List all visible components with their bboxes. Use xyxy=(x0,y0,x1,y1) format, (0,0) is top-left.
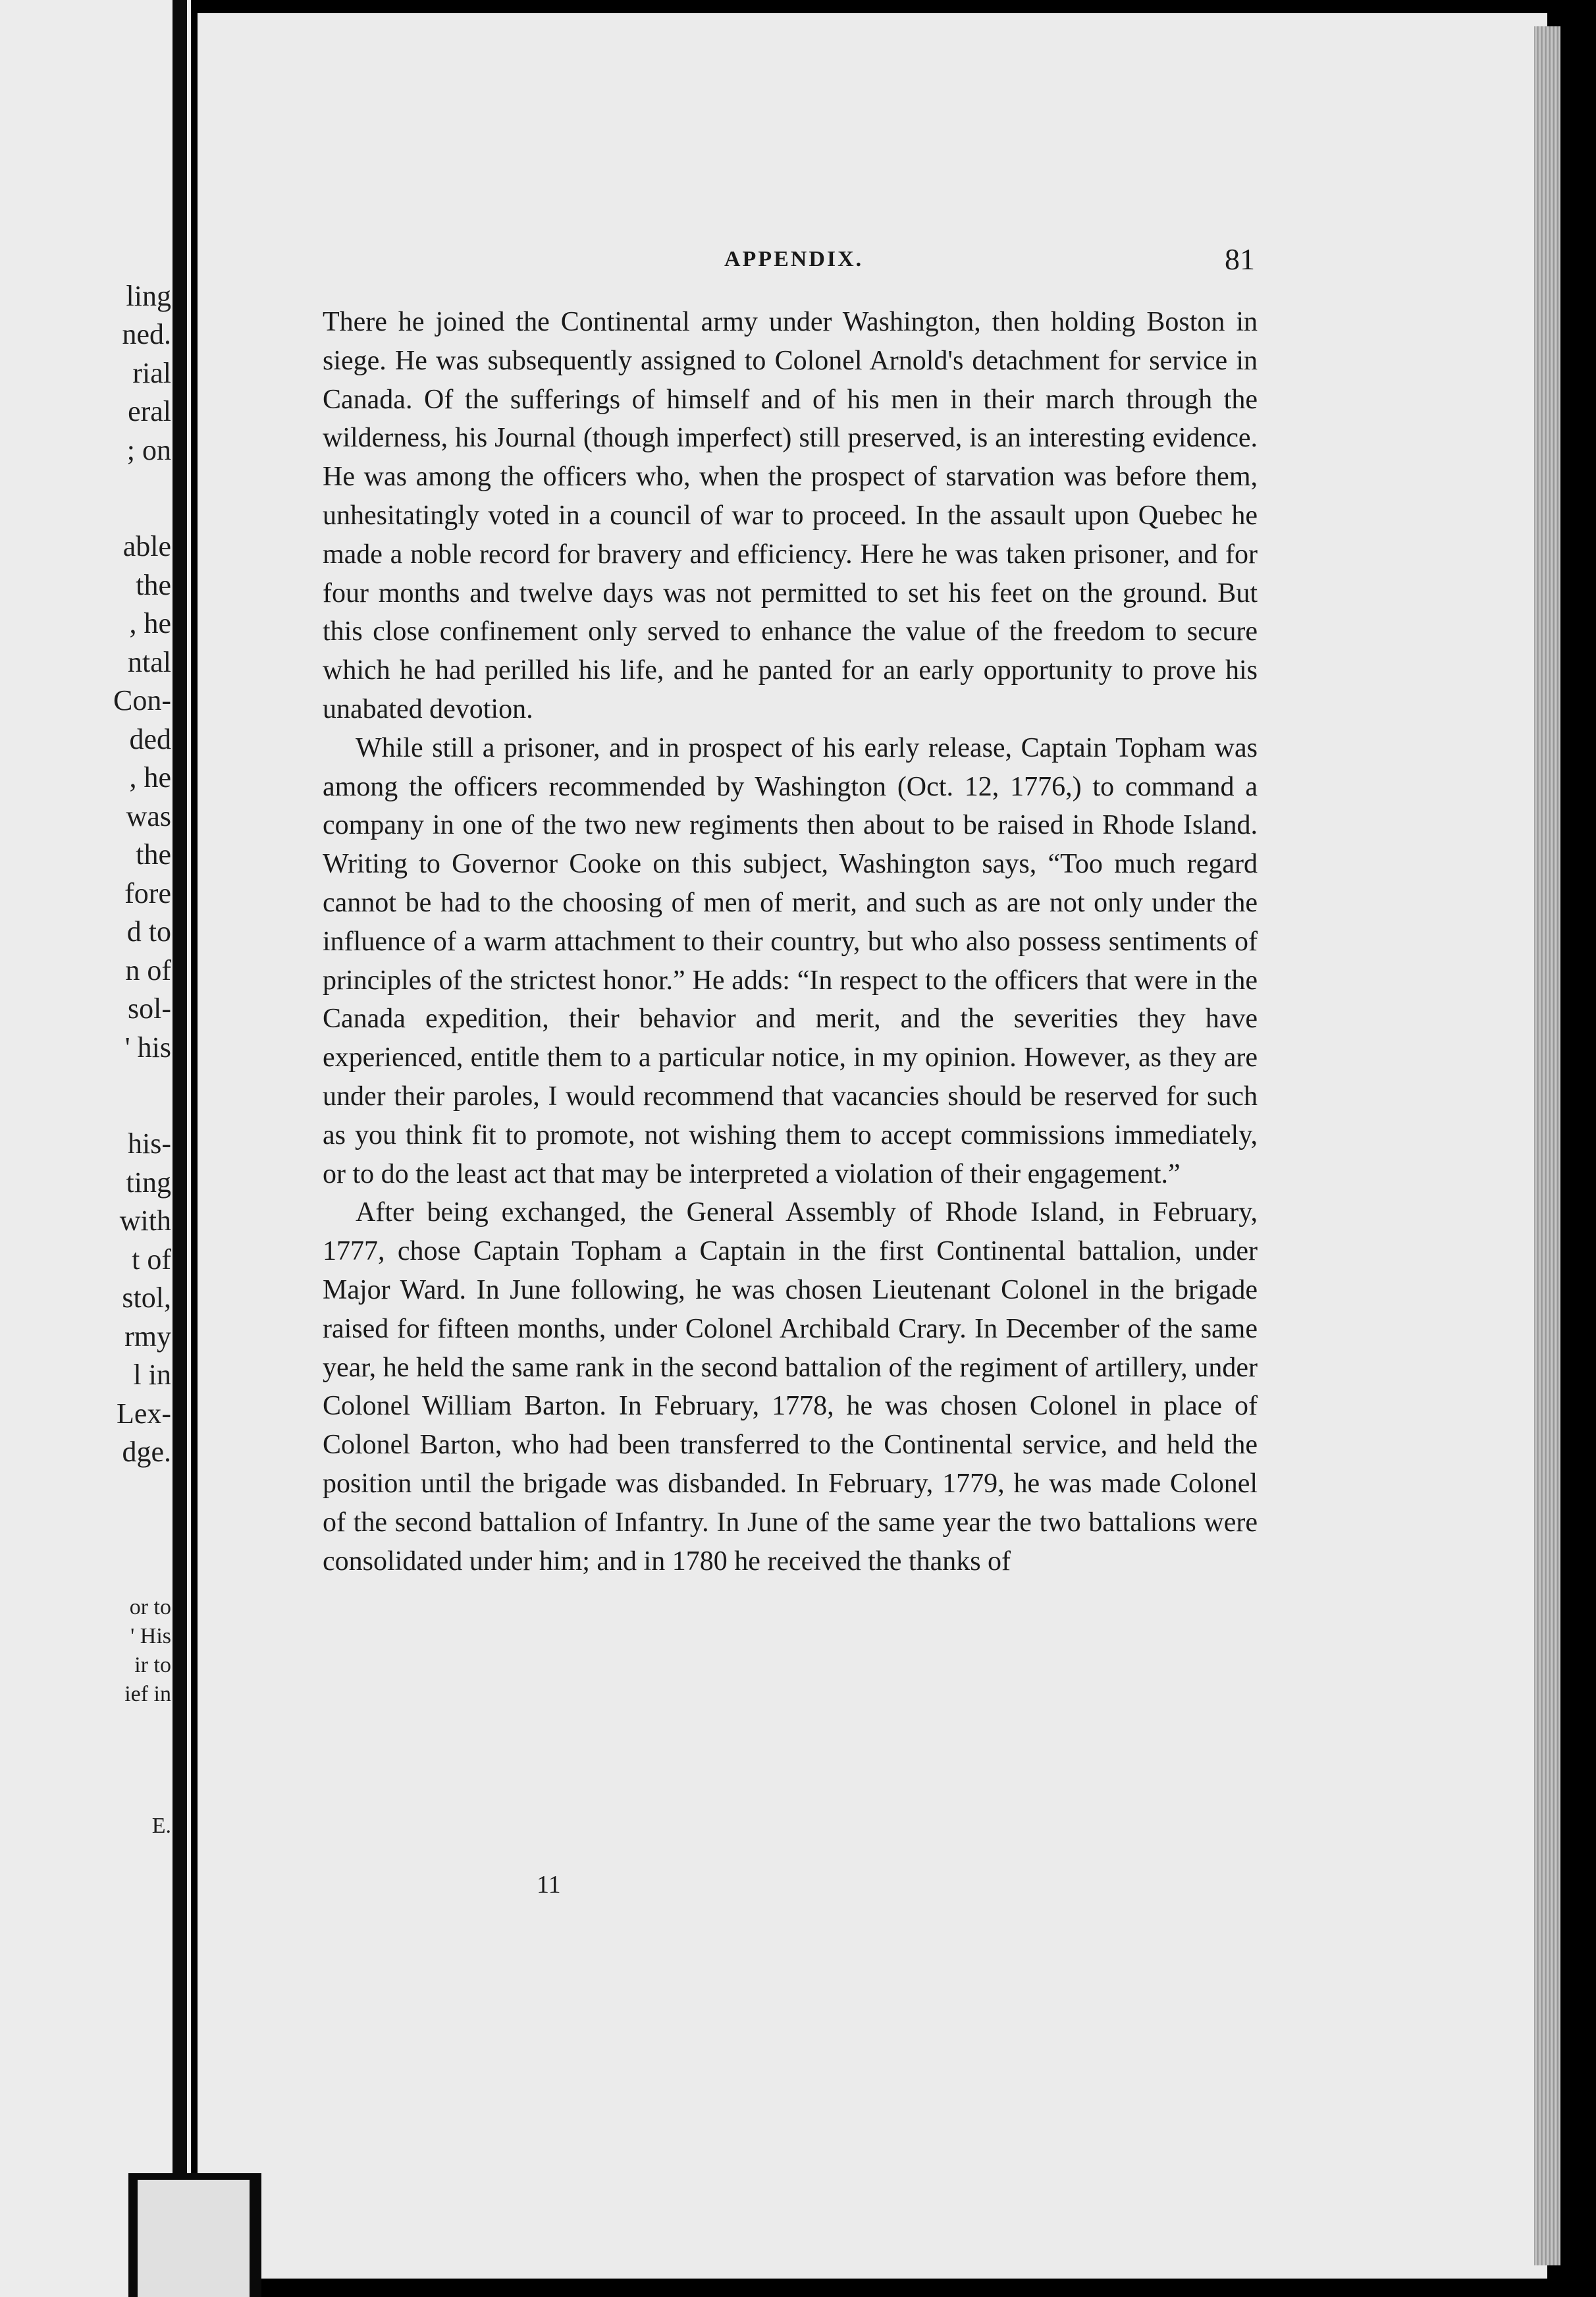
left-page-fragment: eral xyxy=(128,395,171,427)
left-page-fragment: his- xyxy=(128,1127,171,1160)
left-page-fragment: n of xyxy=(125,954,171,986)
left-page-fragment: the xyxy=(136,569,171,601)
left-page-fragment: dge. xyxy=(122,1436,171,1468)
left-page-fragment: stol, xyxy=(122,1282,171,1314)
page-block-edge xyxy=(1534,26,1560,2265)
left-page-fragment: ded xyxy=(129,723,171,755)
left-page-fragment: ' his xyxy=(124,1031,171,1064)
left-page-fragment: , he xyxy=(129,607,171,639)
left-page-fragment: rmy xyxy=(124,1320,171,1353)
left-page-fragment: or to xyxy=(129,1595,171,1619)
left-page-fragment: was xyxy=(126,800,171,832)
left-page-fragment: , he xyxy=(129,761,171,794)
left-page-fragment: ir to xyxy=(134,1653,171,1677)
left-page-fragment: rial xyxy=(132,357,171,389)
left-page-fragment: ief in xyxy=(124,1682,171,1706)
signature-mark: 11 xyxy=(537,1871,561,1899)
page-number: 81 xyxy=(1225,242,1255,276)
left-page-fragment: fore xyxy=(124,877,171,909)
left-page-fragment: with xyxy=(119,1204,171,1237)
left-page-fragment: ' His xyxy=(130,1624,171,1648)
page-header xyxy=(198,242,1449,286)
left-page-fragment: ling xyxy=(126,280,171,312)
left-page-edge xyxy=(0,0,191,2297)
paragraph: While still a prisoner, and in prospect of his early release, Captain Topham was among the officers recommended by Washington (Oct. 12, 1776,) to command a company in one of the two new regiments then about to be raised in Rhode Island. Writing to Governor Cooke on this subject, Washington says, “Too much regard cannot be had to the choosing of men of merit, and such as are not only under the influence of a warm attachment to their country, but who also possess sentiments of principles of the strictest honor.” He adds: “In respect to the officers that were in the Canada expedition, their behavior and merit, and the severities they have experienced, entitle them to a particular notice, in my opinion. However, as they are under their paroles, I would recommend that vacancies should be reserved for such as you think fit to promote, not wishing them to accept commissions immediately, or to do the least act that may be interpreted a violation of their engagement.” xyxy=(323,732,1258,1189)
body-text xyxy=(323,303,1258,1581)
binding-clip xyxy=(128,2173,261,2297)
running-head: APPENDIX. xyxy=(724,247,864,271)
left-page-fragment: Lex- xyxy=(116,1397,171,1430)
left-page-fragment: ; on xyxy=(126,434,171,466)
left-page-fragment: ned. xyxy=(122,318,171,350)
gutter-shadow xyxy=(173,0,187,2297)
left-page-fragment: Con- xyxy=(113,684,171,716)
left-page-fragment: the xyxy=(136,838,171,871)
left-page-fragment: sol- xyxy=(128,992,171,1025)
left-page-fragment: able xyxy=(122,530,171,562)
paragraph: There he joined the Continental army under Washington, then holding Boston in siege. He was subsequently assigned to Colonel Arnold's detachment for service in Canada. Of the sufferings of himself and of his men in their march through the wilderness, his Journal (though imperfect) still preserved, is an interesting evidence. He was among the officers who, when the prospect of starvation was before them, unhesitatingly voted in a council of war to proceed. In the assault upon Quebec he made a noble record for bravery and efficiency. Here he was taken prisoner, and for four months and twelve days was not permitted to set his feet on the ground. But this close confinement only served to enhance the value of the freedom to secure which he had perilled his life, and he panted for an early opportunity to prove his unabated devotion. xyxy=(323,307,1258,724)
left-page-fragment: ting xyxy=(126,1166,171,1199)
left-page-fragment: t of xyxy=(132,1243,171,1276)
book-page xyxy=(198,13,1547,2279)
paragraph: After being exchanged, the General Assembly of Rhode Island, in February, 1777, chose Captain Topham a Captain in the first Continental battalion, under Major Ward. In June following, he was chosen Lieutenant Colonel in the brigade raised for fifteen months, under Colonel Archibald Crary. In December of the same year, he held the same rank in the second battalion of the regiment of artillery, under Colonel William Barton. In February, 1778, he was chosen Colonel in place of Colonel Barton, who had been transferred to the Continental service, and held the position until the brigade was disbanded. In February, 1779, he was made Colonel of the second battalion of Infantry. In June of the same year the two battalions were consolidated under him; and in 1780 he received the thanks of xyxy=(323,1197,1258,1577)
left-page-fragment: d to xyxy=(126,915,171,948)
left-page-fragment: ntal xyxy=(128,646,171,678)
left-page-fragment: l in xyxy=(133,1359,171,1391)
left-page-fragment: E. xyxy=(151,1814,171,1838)
